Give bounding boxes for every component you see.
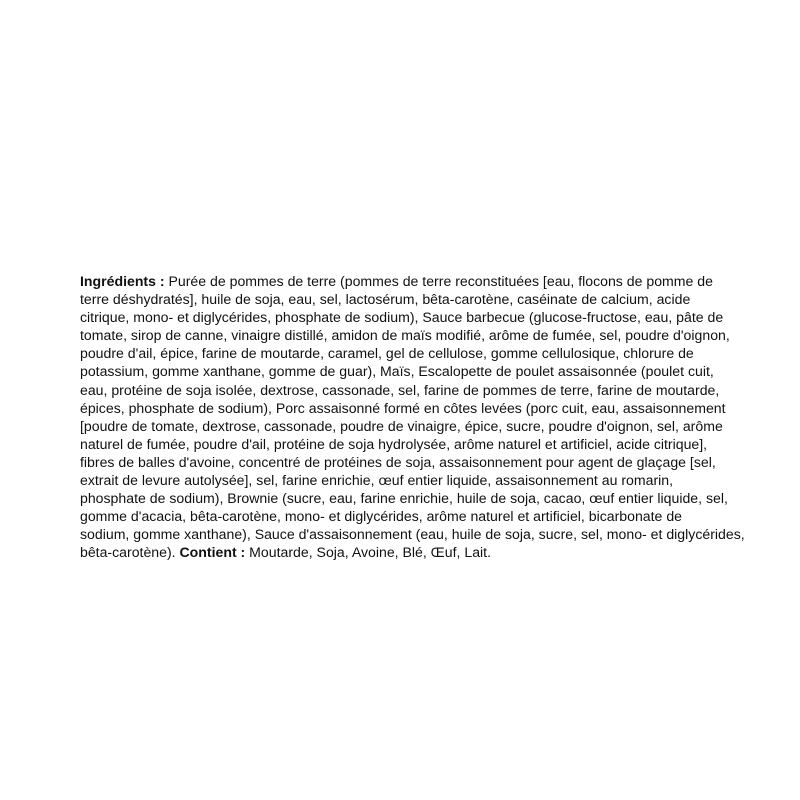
ingredients-text-end: bêta-carotène).: [80, 544, 180, 561]
ingredients-text: Purée de pommes de terre (pommes de terre reconstituées [eau, flocons de pomme de: [164, 273, 713, 289]
ingredients-label: [80, 272, 745, 562]
ingredients-line-4: tomate, sirop de canne, vinaigre distillé, amidon de maïs modifié, arôme de fumée, sel, poudre d'oignon,: [80, 327, 730, 344]
ingredients-line-3: citrique, mono- et diglycérides, phosphate de sodium), Sauce barbecue (glucose-fructose, eau, pâte de: [80, 309, 724, 326]
ingredients-line-7: eau, protéine de soja isolée, dextrose, cassonade, sel, farine de pommes de terre, farine de moutarde,: [80, 381, 720, 398]
ingredients-line-10: naturel de fumée, poudre d'ail, protéine de soja hydrolysée, arôme naturel et artificiel, acide citrique],: [80, 435, 708, 452]
ingredients-heading: Ingrédients :: [80, 273, 165, 289]
ingredients-line-16: [80, 543, 730, 561]
ingredients-line-2: terre déshydratés], huile de soja, eau, sel, lactosérum, bêta-carotène, caséinate de calcium, acide: [80, 291, 691, 308]
ingredients-line-1: [80, 272, 730, 290]
contains-list: Moutarde, Soja, Avoine, Blé, Œuf, Lait.: [245, 544, 492, 561]
ingredients-line-6: potassium, gomme xanthane, gomme de guar), Maïs, Escalopette de poulet assaisonnée (poulet cuit,: [80, 363, 714, 380]
ingredients-line-5: poudre d'ail, épice, farine de moutarde, caramel, gel de cellulose, gomme cellulosique, chlorure de: [80, 345, 694, 362]
ingredients-line-13: phosphate de sodium), Brownie (sucre, eau, farine enrichie, huile de soja, cacao, œuf entier liquide, sel,: [80, 490, 728, 507]
contains-heading: Contient :: [179, 544, 246, 561]
ingredients-line-8: épices, phosphate de sodium), Porc assaisonné formé en côtes levées (porc cuit, eau, assaisonnement: [80, 399, 726, 416]
ingredients-line-12: extrait de levure autolysée], sel, farine enrichie, œuf entier liquide, assaisonnement au romarin,: [80, 472, 674, 489]
ingredients-line-11: fibres de balles d'avoine, concentré de protéines de soja, assaisonnement pour agent de glaçage [sel,: [80, 453, 716, 470]
ingredients-line-14: gomme d'acacia, bêta-carotène, mono- et diglycérides, arôme naturel et artificiel, bicarbonate de: [80, 508, 682, 525]
ingredients-line-9: [poudre de tomate, dextrose, cassonade, poudre de vinaigre, épice, sucre, poudre d'oignon, sel, arôme: [80, 417, 723, 434]
ingredients-line-15: sodium, gomme xanthane), Sauce d'assaisonnement (eau, huile de soja, sucre, sel, mono- et diglycérides,: [80, 526, 745, 543]
